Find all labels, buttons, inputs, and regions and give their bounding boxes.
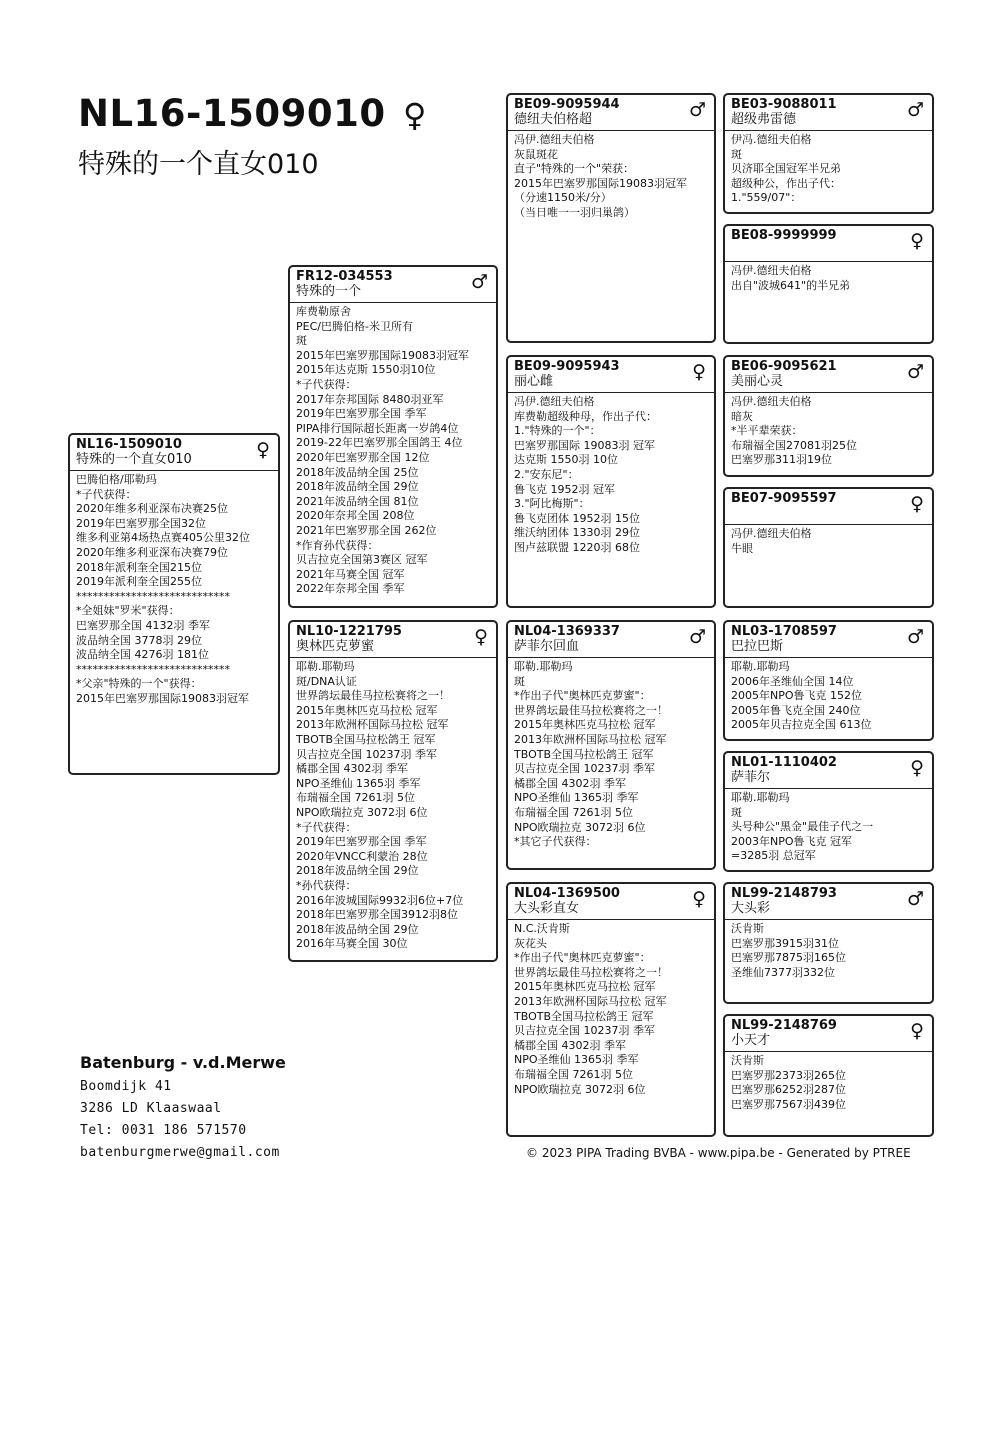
pigeon-name: 大头彩直女 [514,901,580,916]
detail-line: 灰鼠斑花 [514,147,558,161]
pigeon-name: 奥林匹克萝蜜 [296,639,375,654]
pigeon-name: 丽心雌 [514,374,554,389]
card-header [70,435,278,471]
card-header [725,357,932,393]
detail-line: 2005年贝吉拉克全国 613位 [731,718,872,732]
detail-line: 2006年圣维仙全国 14位 [731,674,854,688]
pigeon-name: 美丽心灵 [731,374,784,389]
detail-line: NPO圣维仙 1365羽 季军 [514,1053,639,1067]
detail-line: 2019年巴塞罗那全国 季军 [296,407,427,421]
detail-line: 圣维仙7377羽332位 [731,965,835,979]
card-header [508,357,714,393]
card-subject [68,433,280,775]
detail-line: 2019年巴塞罗那全国 季军 [296,835,427,849]
detail-line: 2016年马赛全国 30位 [296,937,408,951]
pigeon-name: 特殊的一个直女010 [76,452,192,467]
female-icon: ♀ [692,361,706,383]
ring-number: NL03-1708597 [731,624,837,639]
detail-line: *作出子代"奥林匹克萝蜜"： [514,951,651,965]
detail-line: 冯伊.德纽夫伯格 [731,264,812,277]
detail-line: 巴塞罗那全国 4132羽 季军 [76,618,210,632]
detail-line: 2015年奥林匹克马拉松 冠军 [514,718,656,732]
detail-line: 耶勒.耶勒玛 [514,660,573,673]
detail-line: 贝吉拉克全国 10237羽 季军 [514,1024,655,1038]
card-dam-dam [506,882,716,1137]
ring-id-text: NL16-1509010 [78,92,386,135]
card-details [70,471,278,709]
detail-line: 橘郡全国 4302羽 季军 [296,762,408,776]
breeder-address-street: Boomdijk 41 [80,1079,172,1094]
detail-line: 库费勒超级种母，作出子代： [514,409,657,423]
detail-line: 巴塞罗那国际 19083羽 冠军 [514,438,655,452]
detail-line: 斑 [514,674,525,688]
ring-number: FR12-034553 [296,269,393,284]
copyright-notice: © 2023 PIPA Trading BVBA - www.pipa.be - Generated by PTREE [526,1146,911,1160]
female-icon: ♀ [692,888,706,910]
breeder-address-city: 3286 LD Klaaswaal [80,1101,222,1116]
detail-line: 耶勒.耶勒玛 [731,791,790,804]
detail-line: 2019年派利奎全国255位 [76,575,202,589]
detail-line: 2022年奈邦全国 季军 [296,582,405,596]
male-icon: ♂ [470,271,488,293]
card-sd-dam [723,487,934,608]
detail-line: 2018年波品纳全国 29位 [296,864,419,878]
card-sire-dam [506,355,716,608]
detail-line: （分速1150米/分） [514,191,612,205]
pedigree-ring-id [78,92,427,135]
ring-number: BE03-9088011 [731,97,837,112]
detail-line: 1."特殊的一个"： [514,424,601,438]
detail-line: *全姐妹"罗米"获得： [76,604,180,618]
detail-line: *其它子代获得： [514,835,597,849]
detail-line: 2015年巴塞罗那国际19083羽冠军 [296,348,469,362]
card-header [508,884,714,920]
detail-line: **************************** [76,589,230,603]
card-details [725,393,932,470]
detail-line: 1."559/07"： [731,191,802,205]
female-icon: ♀ [256,439,270,461]
ring-number: BE07-9095597 [731,491,837,506]
ring-number: NL10-1221795 [296,624,402,639]
female-icon: ♀ [910,757,924,779]
female-icon: ♀ [910,230,924,252]
pigeon-name: 巴拉巴斯 [731,639,784,654]
detail-line: 2015年达克斯 1550羽10位 [296,363,436,377]
detail-line: TBOTB全国马拉松鸽王 冠军 [296,732,436,746]
detail-line: PIPA排行国际超长距离一岁鸽4位 [296,421,459,435]
detail-line: 2015年奥林匹克马拉松 冠军 [514,980,656,994]
card-header [725,753,932,789]
detail-line: 巴腾伯格/耶勒玛 [76,473,157,486]
card-details [725,1052,932,1114]
detail-line: 鲁飞克 1952羽 冠军 [514,482,615,496]
detail-line: NPO欧瑞拉克 3072羽 6位 [296,805,428,819]
detail-line: NPO欧瑞拉克 3072羽 6位 [514,1082,646,1096]
detail-line: *作育孙代获得： [296,538,379,552]
pedigree-pigeon-name: 特殊的一个直女010 [78,149,319,180]
card-header [290,622,496,658]
card-header [290,267,496,303]
detail-line: 图卢兹联盟 1220羽 68位 [514,540,640,554]
male-icon: ♂ [906,626,924,648]
ring-number: NL04-1369500 [514,886,620,901]
card-details [725,262,932,295]
detail-line: 沃肯斯 [731,1054,764,1067]
detail-line: 鲁飞克团体 1952羽 15位 [514,511,640,525]
detail-line: 巴塞罗那7567羽439位 [731,1097,846,1111]
ring-number: BE08-9999999 [731,228,837,243]
detail-line: 斑 [731,147,742,161]
card-header [508,95,714,131]
detail-line: 2017年奈邦国际 8480羽亚军 [296,392,444,406]
card-details [290,303,496,599]
detail-line: 暗灰 [731,409,753,423]
detail-line: NPO圣维仙 1365羽 季军 [296,776,421,790]
detail-line: 2020年维多利亚深布决赛25位 [76,502,228,516]
female-icon: ♀ [910,1020,924,1042]
detail-line: 出自"波城641"的半兄弟 [731,278,851,292]
detail-line: 灰花头 [514,936,547,950]
card-details [725,525,932,558]
ring-number: NL01-1110402 [731,755,837,770]
card-dd-sire [723,882,934,1004]
detail-line: 贝吉拉克全国 10237羽 季军 [514,762,655,776]
detail-line: *子代获得： [296,820,357,834]
ring-number: NL99-2148769 [731,1018,837,1033]
detail-line: NPO圣维仙 1365羽 季军 [514,791,639,805]
detail-line: TBOTB全国马拉松鸽王 冠军 [514,1009,654,1023]
detail-line: 直子"特殊的一个"荣获： [514,162,635,176]
detail-line: 库费勒原舍 [296,305,351,318]
detail-line: 2013年欧洲杯国际马拉松 冠军 [514,732,667,746]
detail-line: 冯伊.德纽夫伯格 [514,395,595,408]
pigeon-name: 超级弗雷德 [731,112,797,127]
card-header [725,1016,932,1052]
card-dd-dam [723,1014,934,1137]
detail-line: *子代获得： [296,377,357,391]
detail-line: 世界鸽坛最佳马拉松赛将之一！ [514,703,668,717]
ring-number: NL04-1369337 [514,624,620,639]
detail-line: 2013年欧洲杯国际马拉松 冠军 [514,994,667,1008]
card-dam-sire [506,620,716,870]
card-header [725,95,932,131]
detail-line: 维多利亚第4场热点赛405公里32位 [76,531,250,545]
card-details [725,658,932,735]
detail-line: NPO欧瑞拉克 3072羽 6位 [514,820,646,834]
card-sire [288,265,498,608]
detail-line: 2."安东尼"： [514,467,579,481]
detail-line: *子代获得： [76,487,137,501]
detail-line: 2018年波品纳全国 29位 [296,922,419,936]
detail-line: 2020年巴塞罗那全国 12位 [296,450,430,464]
detail-line: 达克斯 1550羽 10位 [514,453,618,467]
card-header [725,226,932,262]
card-details [290,658,496,954]
detail-line: *半平辈荣获： [731,424,803,438]
male-icon: ♂ [688,626,706,648]
detail-line: 3."阿比梅斯"： [514,497,590,511]
female-icon: ♀ [474,626,488,648]
detail-line: 2020年VNCC利蒙治 28位 [296,849,428,863]
detail-line: 布瑞福全国 7261羽 5位 [514,1067,633,1081]
ring-number: NL99-2148793 [731,886,837,901]
detail-line: 巴塞罗那311羽19位 [731,453,832,467]
female-icon: ♀ [403,96,427,134]
detail-line: 波品纳全国 4276羽 181位 [76,648,209,662]
card-ds-dam [723,751,934,872]
detail-line: 冯伊.德纽夫伯格 [514,133,595,146]
detail-line: 贝吉拉克全国 10237羽 季军 [296,747,437,761]
card-sd-sire [723,355,934,477]
card-header [725,489,932,525]
detail-line: 2015年巴塞罗那国际19083羽冠军 [514,176,687,190]
breeder-name: Batenburg - v.d.Merwe [80,1053,286,1072]
female-icon: ♀ [910,493,924,515]
detail-line: 2021年波品纳全国 81位 [296,494,419,508]
detail-line: *作出子代"奥林匹克萝蜜"： [514,689,651,703]
detail-line: 贝吉拉克全国第3赛区 冠军 [296,553,428,567]
detail-line: 牛眼 [731,541,753,555]
detail-line: PEC/巴腾伯格-米卫所有 [296,319,413,333]
card-ds-sire [723,620,934,741]
pigeon-name: 萨菲尔回血 [514,639,580,654]
detail-line: 2003年NPO鲁飞克 冠军 [731,834,853,848]
pigeon-name: 大头彩 [731,901,771,916]
ring-number: BE06-9095621 [731,359,837,374]
detail-line: 2005年鲁飞克全国 240位 [731,703,861,717]
detail-line: N.C.沃肯斯 [514,922,570,935]
card-details [508,393,714,558]
card-details [508,658,714,852]
detail-line: 世界鸽坛最佳马拉松赛将之一！ [296,689,450,703]
detail-line: 维沃纳团体 1330羽 29位 [514,526,640,540]
detail-line: 世界鸽坛最佳马拉松赛将之一！ [514,965,668,979]
detail-line: 2016年波城国际9932羽6位+7位 [296,893,464,907]
ring-number: BE09-9095943 [514,359,620,374]
detail-line: 耶勒.耶勒玛 [296,660,355,673]
detail-line: 巴塞罗那7875羽165位 [731,951,846,965]
detail-line: 2019年巴塞罗那全国32位 [76,516,206,530]
detail-line: 2005年NPO鲁飞克 152位 [731,689,863,703]
card-details [508,920,714,1099]
detail-line: =3285羽 总冠军 [731,849,816,863]
ring-number: BE09-9095944 [514,97,620,112]
pigeon-name: 小天才 [731,1033,771,1048]
detail-line: 2018年派利奎全国215位 [76,560,202,574]
detail-line: 斑 [731,805,742,819]
detail-line: 2018年巴塞罗那全国3912羽8位 [296,908,458,922]
detail-line: 冯伊.德纽夫伯格 [731,527,812,540]
detail-line: 贝济耶全国冠军半兄弟 [731,162,841,176]
detail-line: 波品纳全国 3778羽 29位 [76,633,202,647]
card-details [725,920,932,982]
detail-line: 伊冯.德纽夫伯格 [731,133,812,146]
detail-line: **************************** [76,662,230,676]
card-details [508,131,714,223]
card-ss-dam [723,224,934,344]
breeder-email: batenburgmerwe@gmail.com [80,1145,280,1160]
detail-line: 2015年巴塞罗那国际19083羽冠军 [76,691,249,705]
detail-line: 布瑞福全国 7261羽 5位 [514,805,633,819]
detail-line: 耶勒.耶勒玛 [731,660,790,673]
detail-line: （当日唯一一羽归巢鸽） [514,205,635,219]
card-details [725,789,932,866]
detail-line: *孙代获得： [296,878,357,892]
pigeon-name: 德纽夫伯格超 [514,112,593,127]
detail-line: 巴塞罗那6252羽287位 [731,1083,846,1097]
detail-line: 沃肯斯 [731,922,764,935]
detail-line: 头号种公"黑金"最佳子代之一 [731,820,874,834]
detail-line: 2018年波品纳全国 25位 [296,465,419,479]
detail-line: 2020年奈邦全国 208位 [296,509,415,523]
detail-line: 斑/DNA认证 [296,674,357,688]
breeder-phone: Tel: 0031 186 571570 [80,1123,247,1138]
card-header [725,622,932,658]
card-header [725,884,932,920]
detail-line: 2021年马赛全国 冠军 [296,567,405,581]
detail-line: TBOTB全国马拉松鸽王 冠军 [514,747,654,761]
detail-line: 2015年奥林匹克马拉松 冠军 [296,703,438,717]
detail-line: 2018年波品纳全国 29位 [296,480,419,494]
detail-line: 橘郡全国 4302羽 季军 [514,1038,626,1052]
detail-line: 斑 [296,334,307,348]
detail-line: 2021年巴塞罗那全国 262位 [296,523,437,537]
pigeon-name: 萨菲尔 [731,770,771,785]
detail-line: 2020年维多利亚深布决赛79位 [76,545,228,559]
detail-line: 布瑞福全国27081羽25位 [731,438,857,452]
card-sire-sire [506,93,716,343]
detail-line: 冯伊.德纽夫伯格 [731,395,812,408]
detail-line: 超级种公，作出子代： [731,176,841,190]
card-dam [288,620,498,962]
detail-line: *父亲"特殊的一个"获得： [76,677,202,691]
male-icon: ♂ [688,99,706,121]
detail-line: 2019-22年巴塞罗那全国鸽王 4位 [296,436,463,450]
detail-line: 巴塞罗那3915羽31位 [731,936,839,950]
card-details [725,131,932,208]
male-icon: ♂ [906,888,924,910]
male-icon: ♂ [906,361,924,383]
detail-line: 橘郡全国 4302羽 季军 [514,776,626,790]
card-ss-sire [723,93,934,214]
detail-line: 布瑞福全国 7261羽 5位 [296,791,415,805]
pigeon-name: 特殊的一个 [296,284,362,299]
male-icon: ♂ [906,99,924,121]
detail-line: 巴塞罗那2373羽265位 [731,1068,846,1082]
detail-line: 2013年欧洲杯国际马拉松 冠军 [296,718,449,732]
card-header [508,622,714,658]
ring-number: NL16-1509010 [76,437,182,452]
